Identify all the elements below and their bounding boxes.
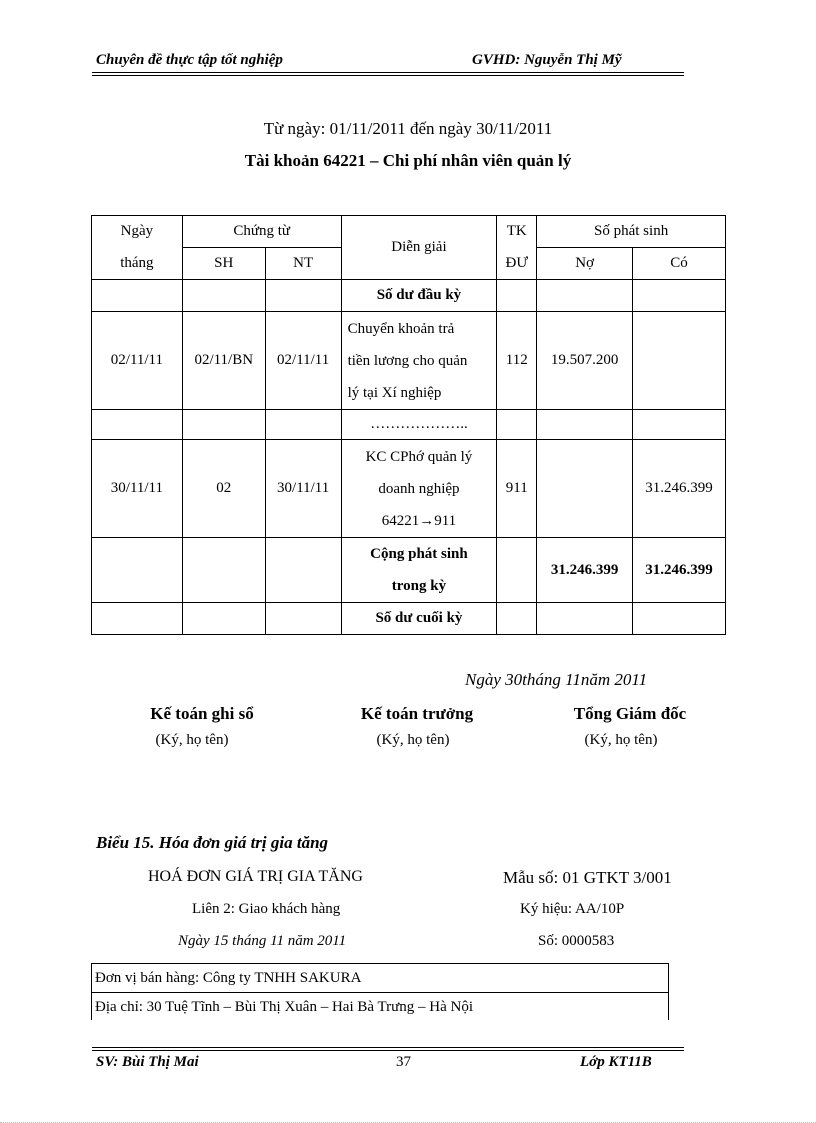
footer-rule [92, 1047, 684, 1048]
ellipsis-row: ……………….. [341, 410, 497, 440]
invoice-seller: Đơn vị bán hàng: Công ty TNHH SAKURA [95, 970, 362, 986]
row2-co: 31.246.399 [633, 440, 726, 538]
table-header-row [92, 216, 726, 248]
invoice-name: HOÁ ĐƠN GIÁ TRỊ GIA TĂNG [148, 868, 363, 885]
row2-date: 30/11/11 [92, 440, 183, 538]
col-dien-giai: Diễn giải [341, 216, 497, 280]
col-so-phat-sinh: Số phát sinh [537, 216, 726, 248]
col-sh: SH [182, 248, 265, 280]
invoice-seller-box [91, 963, 669, 993]
row1-desc-line2: tiền lương cho quản [347, 352, 468, 369]
sign-date: Ngày 30tháng 11năm 2011 [465, 670, 648, 689]
col-tk: TK [497, 216, 537, 248]
signer-1-title: Kế toán ghi sổ [150, 704, 254, 723]
row1-date: 02/11/11 [92, 312, 183, 410]
invoice-address-box [91, 992, 669, 1020]
row1-co [633, 312, 726, 410]
row2-no [537, 440, 633, 538]
invoice-symbol: Ký hiệu: AA/10P [520, 901, 625, 917]
row1-nt: 02/11/11 [265, 312, 341, 410]
table-row [92, 280, 726, 312]
row2-desc-line1: KC CPhớ quản lý [365, 448, 473, 465]
invoice-caption: Biểu 15. Hóa đơn giá trị gia tăng [96, 833, 329, 852]
row2-desc-line3: 64221→911 [381, 512, 457, 529]
row1-tk: 112 [497, 312, 537, 410]
col-du: ĐƯ [497, 248, 537, 280]
table-row [92, 440, 726, 538]
table-row [92, 603, 726, 635]
total-label [341, 538, 497, 603]
footer-left: SV: Bùi Thị Mai [96, 1054, 199, 1070]
header-right: GVHD: Nguyễn Thị Mỹ [472, 52, 622, 68]
row1-no: 19.507.200 [537, 312, 633, 410]
signer-3-title: Tổng Giám đốc [573, 704, 687, 723]
total-no: 31.246.399 [537, 538, 633, 603]
total-label-line2: trong kỳ [391, 578, 447, 594]
total-co: 31.246.399 [633, 538, 726, 603]
row2-nt: 30/11/11 [265, 440, 341, 538]
footer-right: Lớp KT11B [580, 1054, 652, 1070]
col-no: Nợ [537, 248, 633, 280]
row1-sh: 02/11/BN [182, 312, 265, 410]
col-thang: tháng [92, 248, 183, 280]
ledger-table [91, 215, 726, 635]
page-number: 37 [396, 1054, 411, 1070]
table-row [92, 312, 726, 410]
closing-balance-label: Số dư cuối kỳ [341, 603, 497, 635]
invoice-address: Địa chỉ: 30 Tuệ Tĩnh – Bùi Thị Xuân – Hai Bà Trưng – Hà Nội [95, 999, 474, 1015]
col-co: Có [633, 248, 726, 280]
signer-2-sub: (Ký, họ tên) [376, 732, 450, 748]
row2-sh: 02 [182, 440, 265, 538]
account-title: Tài khoản 64221 – Chi phí nhân viên quản lý [244, 151, 572, 170]
table-row [92, 538, 726, 603]
invoice-form-no: Mẫu số: 01 GTKT 3/001 [503, 868, 672, 887]
row2-desc-line2: doanh nghiệp [378, 480, 460, 497]
row2-tk: 911 [497, 440, 537, 538]
table-row [92, 410, 726, 440]
row1-desc-line1: Chuyển khoản trả [347, 320, 455, 337]
signer-1-sub: (Ký, họ tên) [155, 732, 229, 748]
date-range: Từ ngày: 01/11/2011 đến ngày 30/11/2011 [263, 119, 553, 138]
invoice-number: Số: 0000583 [538, 933, 615, 949]
signer-2-title: Kế toán trưởng [360, 704, 474, 723]
total-label-line1: Cộng phát sinh [370, 546, 468, 562]
row1-desc-line3: lý tại Xí nghiệp [347, 384, 442, 401]
footer-rule-2 [92, 1050, 684, 1051]
col-nt: NT [265, 248, 341, 280]
header-rule-2 [92, 75, 684, 76]
header-left: Chuyên đề thực tập tốt nghiệp [96, 52, 283, 68]
row1-desc [341, 312, 497, 410]
signer-3-sub: (Ký, họ tên) [584, 732, 658, 748]
invoice-copy: Liên 2: Giao khách hàng [192, 901, 341, 917]
col-ngay: Ngày [92, 216, 183, 248]
opening-balance-label: Số dư đầu kỳ [341, 280, 497, 312]
row2-desc [341, 440, 497, 538]
header-rule [92, 72, 684, 73]
col-chung-tu: Chứng từ [182, 216, 341, 248]
invoice-date: Ngày 15 tháng 11 năm 2011 [178, 933, 347, 949]
